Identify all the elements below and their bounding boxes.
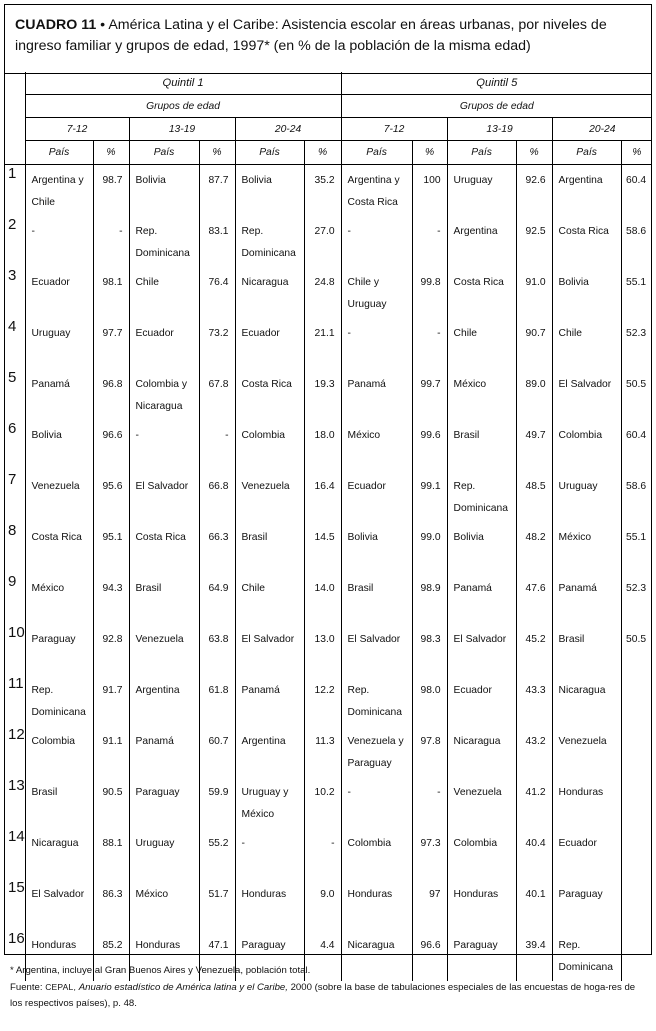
country-cell: Costa Rica bbox=[552, 216, 621, 267]
percent-cell: 55.1 bbox=[621, 267, 652, 318]
percent-cell: 41.2 bbox=[516, 777, 552, 828]
percent-cell: 96.8 bbox=[93, 369, 129, 420]
country-cell: Costa Rica bbox=[447, 267, 516, 318]
country-cell: Uruguay bbox=[129, 828, 199, 879]
country-cell: Colombia bbox=[341, 828, 412, 879]
percent-cell: 64.9 bbox=[199, 573, 235, 624]
country-cell: - bbox=[341, 318, 412, 369]
country-cell: Panamá bbox=[341, 369, 412, 420]
country-cell: Rep. Dominicana bbox=[341, 675, 412, 726]
percent-cell bbox=[621, 726, 652, 777]
percent-cell: 52.3 bbox=[621, 573, 652, 624]
country-cell: México bbox=[447, 369, 516, 420]
table-row bbox=[4, 828, 652, 879]
rank-number: 11 bbox=[8, 675, 24, 692]
percent-cell: 91.7 bbox=[93, 675, 129, 726]
percent-cell: 50.5 bbox=[621, 369, 652, 420]
country-cell: Rep. Dominicana bbox=[552, 930, 621, 981]
country-cell: Panamá bbox=[235, 675, 304, 726]
column-header-pct: % bbox=[304, 141, 341, 165]
percent-cell: 60.4 bbox=[621, 165, 652, 217]
table-row bbox=[4, 369, 652, 420]
percent-cell: 98.7 bbox=[93, 165, 129, 217]
country-cell: Honduras bbox=[25, 930, 93, 981]
column-header-pct: % bbox=[412, 141, 447, 165]
percent-cell: 40.4 bbox=[516, 828, 552, 879]
percent-cell: - bbox=[412, 777, 447, 828]
table-row bbox=[4, 522, 652, 573]
percent-cell: 96.6 bbox=[93, 420, 129, 471]
percent-cell: 98.0 bbox=[412, 675, 447, 726]
percent-cell: - bbox=[412, 318, 447, 369]
rank-number: 5 bbox=[8, 369, 17, 386]
percent-cell: 14.0 bbox=[304, 573, 341, 624]
table-title bbox=[15, 15, 645, 57]
table-row bbox=[4, 165, 652, 217]
country-cell: - bbox=[25, 216, 93, 267]
percent-cell: 27.0 bbox=[304, 216, 341, 267]
rank-number: 13 bbox=[8, 777, 25, 794]
country-cell: Nicaragua bbox=[341, 930, 412, 981]
country-cell: Colombia bbox=[25, 726, 93, 777]
column-header-pais: País bbox=[235, 141, 304, 165]
country-cell: El Salvador bbox=[129, 471, 199, 522]
percent-cell: 90.7 bbox=[516, 318, 552, 369]
percent-cell: 45.2 bbox=[516, 624, 552, 675]
country-cell: Venezuela y Paraguay bbox=[341, 726, 412, 777]
percent-cell: 100 bbox=[412, 165, 447, 217]
country-cell: México bbox=[129, 879, 199, 930]
country-cell: Colombia y Nicaragua bbox=[129, 369, 199, 420]
header-grupos-q1: Grupos de edad bbox=[25, 95, 341, 118]
rank-number: 1 bbox=[8, 165, 17, 182]
country-cell: Venezuela bbox=[25, 471, 93, 522]
percent-cell: - bbox=[199, 420, 235, 471]
percent-cell: 24.8 bbox=[304, 267, 341, 318]
percent-cell: 99.0 bbox=[412, 522, 447, 573]
percent-cell: 66.8 bbox=[199, 471, 235, 522]
rank-number: 7 bbox=[8, 471, 17, 488]
percent-cell: 97 bbox=[412, 879, 447, 930]
percent-cell: 43.3 bbox=[516, 675, 552, 726]
country-cell: Bolivia bbox=[235, 165, 304, 217]
percent-cell bbox=[621, 828, 652, 879]
country-cell: Colombia bbox=[235, 420, 304, 471]
country-cell: Argentina bbox=[552, 165, 621, 217]
country-cell: Ecuador bbox=[235, 318, 304, 369]
column-header-pct: % bbox=[199, 141, 235, 165]
rank-number: 2 bbox=[8, 216, 17, 233]
percent-cell: 18.0 bbox=[304, 420, 341, 471]
percent-cell: 67.8 bbox=[199, 369, 235, 420]
percent-cell: 98.3 bbox=[412, 624, 447, 675]
percent-cell: - bbox=[304, 828, 341, 879]
footnote-source bbox=[10, 979, 650, 1012]
percent-cell: 51.7 bbox=[199, 879, 235, 930]
source-rest: 2000 (sobre la base de tabulaciones especiales de las encuestas de hoga-res de los respectivos países), p. 48. bbox=[10, 982, 636, 1009]
rank-number: 9 bbox=[8, 573, 17, 590]
percent-cell bbox=[621, 675, 652, 726]
percent-cell: - bbox=[93, 216, 129, 267]
table-number: CUADRO 11 bbox=[15, 17, 97, 33]
age-group-header: 20-24 bbox=[552, 118, 652, 141]
corner-cell bbox=[4, 72, 25, 95]
percent-cell: 91.1 bbox=[93, 726, 129, 777]
percent-cell: 99.1 bbox=[412, 471, 447, 522]
percent-cell: 99.6 bbox=[412, 420, 447, 471]
country-cell: Paraguay bbox=[129, 777, 199, 828]
percent-cell: 88.1 bbox=[93, 828, 129, 879]
percent-cell: 98.9 bbox=[412, 573, 447, 624]
percent-cell: 47.6 bbox=[516, 573, 552, 624]
column-header-pct: % bbox=[516, 141, 552, 165]
source-org: CEPAL, bbox=[45, 982, 77, 992]
percent-cell: 66.3 bbox=[199, 522, 235, 573]
percent-cell: 58.6 bbox=[621, 471, 652, 522]
country-cell: Argentina y Costa Rica bbox=[341, 165, 412, 217]
header-grupos-q5: Grupos de edad bbox=[341, 95, 652, 118]
percent-cell: 58.6 bbox=[621, 216, 652, 267]
country-cell: Venezuela bbox=[235, 471, 304, 522]
percent-cell: 92.5 bbox=[516, 216, 552, 267]
country-cell: Brasil bbox=[552, 624, 621, 675]
percent-cell: 99.8 bbox=[412, 267, 447, 318]
country-cell: Honduras bbox=[447, 879, 516, 930]
country-cell: Bolivia bbox=[341, 522, 412, 573]
country-cell: - bbox=[341, 216, 412, 267]
percent-cell: 14.5 bbox=[304, 522, 341, 573]
country-cell: Chile bbox=[447, 318, 516, 369]
percent-cell: 95.1 bbox=[93, 522, 129, 573]
table-row bbox=[4, 573, 652, 624]
country-cell: Ecuador bbox=[129, 318, 199, 369]
percent-cell: 97.7 bbox=[93, 318, 129, 369]
percent-cell: 12.2 bbox=[304, 675, 341, 726]
country-cell: Rep. Dominicana bbox=[25, 675, 93, 726]
source-label: Fuente: bbox=[10, 982, 43, 993]
country-cell: Ecuador bbox=[447, 675, 516, 726]
percent-cell: 50.5 bbox=[621, 624, 652, 675]
country-cell: Chile bbox=[235, 573, 304, 624]
country-cell: Uruguay bbox=[25, 318, 93, 369]
country-cell: Brasil bbox=[129, 573, 199, 624]
country-cell: Chile bbox=[552, 318, 621, 369]
percent-cell: 19.3 bbox=[304, 369, 341, 420]
table-row bbox=[4, 675, 652, 726]
percent-cell: 91.0 bbox=[516, 267, 552, 318]
country-cell: - bbox=[129, 420, 199, 471]
attendance-table bbox=[4, 72, 652, 981]
percent-cell: 92.8 bbox=[93, 624, 129, 675]
country-cell: Brasil bbox=[25, 777, 93, 828]
percent-cell: 35.2 bbox=[304, 165, 341, 217]
country-cell: Honduras bbox=[235, 879, 304, 930]
country-cell: Costa Rica bbox=[129, 522, 199, 573]
percent-cell: 13.0 bbox=[304, 624, 341, 675]
table-row bbox=[4, 624, 652, 675]
column-header-pais: País bbox=[341, 141, 412, 165]
country-cell: El Salvador bbox=[25, 879, 93, 930]
country-cell: Panamá bbox=[25, 369, 93, 420]
country-cell: Bolivia bbox=[552, 267, 621, 318]
country-cell: Rep. Dominicana bbox=[447, 471, 516, 522]
percent-cell: 92.6 bbox=[516, 165, 552, 217]
column-header-pais: País bbox=[129, 141, 199, 165]
country-cell: Nicaragua bbox=[25, 828, 93, 879]
country-cell: Paraguay bbox=[552, 879, 621, 930]
percent-cell: 60.4 bbox=[621, 420, 652, 471]
title-text: América Latina y el Caribe: Asistencia escolar en áreas urbanas, por niveles de ingreso familiar y grupos de edad, 1997* (en % de la población de la misma edad) bbox=[15, 17, 607, 54]
country-cell: Venezuela bbox=[447, 777, 516, 828]
age-group-header: 13-19 bbox=[129, 118, 235, 141]
percent-cell: 85.2 bbox=[93, 930, 129, 981]
country-cell: Panamá bbox=[129, 726, 199, 777]
country-cell: El Salvador bbox=[341, 624, 412, 675]
header-quintil-5: Quintil 5 bbox=[341, 72, 652, 95]
percent-cell: 61.8 bbox=[199, 675, 235, 726]
rank-number: 4 bbox=[8, 318, 17, 335]
percent-cell: - bbox=[412, 216, 447, 267]
rank-number: 14 bbox=[8, 828, 25, 845]
country-cell: Bolivia bbox=[25, 420, 93, 471]
percent-cell: 60.7 bbox=[199, 726, 235, 777]
table-row bbox=[4, 420, 652, 471]
country-cell: México bbox=[25, 573, 93, 624]
country-cell: - bbox=[235, 828, 304, 879]
country-cell: Honduras bbox=[129, 930, 199, 981]
table-row bbox=[4, 471, 652, 522]
percent-cell bbox=[621, 777, 652, 828]
rank-number: 6 bbox=[8, 420, 17, 437]
table-row bbox=[4, 879, 652, 930]
country-cell: Panamá bbox=[552, 573, 621, 624]
country-cell: Honduras bbox=[341, 879, 412, 930]
percent-cell: 90.5 bbox=[93, 777, 129, 828]
country-cell: Ecuador bbox=[341, 471, 412, 522]
age-group-header: 13-19 bbox=[447, 118, 552, 141]
column-header-pais: País bbox=[552, 141, 621, 165]
country-cell: Uruguay bbox=[447, 165, 516, 217]
country-cell: Argentina bbox=[447, 216, 516, 267]
country-cell: Costa Rica bbox=[25, 522, 93, 573]
percent-cell: 95.6 bbox=[93, 471, 129, 522]
country-cell: Colombia bbox=[552, 420, 621, 471]
country-cell: México bbox=[552, 522, 621, 573]
country-cell: Brasil bbox=[235, 522, 304, 573]
percent-cell: 87.7 bbox=[199, 165, 235, 217]
column-header-pais: País bbox=[25, 141, 93, 165]
rank-number: 15 bbox=[8, 879, 25, 896]
percent-cell: 11.3 bbox=[304, 726, 341, 777]
table-row bbox=[4, 726, 652, 777]
country-cell: Nicaragua bbox=[552, 675, 621, 726]
country-cell: Venezuela bbox=[552, 726, 621, 777]
table-row bbox=[4, 267, 652, 318]
rank-number: 3 bbox=[8, 267, 17, 284]
percent-cell: 55.2 bbox=[199, 828, 235, 879]
percent-cell: 73.2 bbox=[199, 318, 235, 369]
percent-cell: 4.4 bbox=[304, 930, 341, 981]
country-cell: Ecuador bbox=[552, 828, 621, 879]
percent-cell: 10.2 bbox=[304, 777, 341, 828]
percent-cell: 21.1 bbox=[304, 318, 341, 369]
percent-cell: 83.1 bbox=[199, 216, 235, 267]
country-cell: Panamá bbox=[447, 573, 516, 624]
country-cell: Bolivia bbox=[447, 522, 516, 573]
country-cell: Bolivia bbox=[129, 165, 199, 217]
rank-number: 16 bbox=[8, 930, 25, 947]
country-cell: Honduras bbox=[552, 777, 621, 828]
column-header-pais: País bbox=[447, 141, 516, 165]
percent-cell: 63.8 bbox=[199, 624, 235, 675]
table-row bbox=[4, 318, 652, 369]
percent-cell: 16.4 bbox=[304, 471, 341, 522]
percent-cell: 97.8 bbox=[412, 726, 447, 777]
country-cell: Brasil bbox=[447, 420, 516, 471]
percent-cell: 86.3 bbox=[93, 879, 129, 930]
country-cell: - bbox=[341, 777, 412, 828]
percent-cell: 9.0 bbox=[304, 879, 341, 930]
country-cell: Colombia bbox=[447, 828, 516, 879]
country-cell: El Salvador bbox=[552, 369, 621, 420]
percent-cell: 97.3 bbox=[412, 828, 447, 879]
column-header-pct: % bbox=[93, 141, 129, 165]
country-cell: Nicaragua bbox=[447, 726, 516, 777]
header-quintil-1: Quintil 1 bbox=[25, 72, 341, 95]
country-cell: Rep. Dominicana bbox=[235, 216, 304, 267]
table-row bbox=[4, 216, 652, 267]
country-cell: Argentina y Chile bbox=[25, 165, 93, 217]
country-cell: Argentina bbox=[235, 726, 304, 777]
country-cell: Chile bbox=[129, 267, 199, 318]
percent-cell: 40.1 bbox=[516, 879, 552, 930]
age-group-header: 7-12 bbox=[341, 118, 447, 141]
country-cell: El Salvador bbox=[235, 624, 304, 675]
table-row bbox=[4, 777, 652, 828]
country-cell: Paraguay bbox=[25, 624, 93, 675]
country-cell: Paraguay bbox=[447, 930, 516, 981]
percent-cell: 49.7 bbox=[516, 420, 552, 471]
footnote-note: * Argentina, incluye al Gran Buenos Aires y Venezuela, población total. bbox=[10, 965, 311, 976]
percent-cell: 43.2 bbox=[516, 726, 552, 777]
percent-cell: 94.3 bbox=[93, 573, 129, 624]
age-group-header: 20-24 bbox=[235, 118, 341, 141]
percent-cell: 89.0 bbox=[516, 369, 552, 420]
percent-cell: 55.1 bbox=[621, 522, 652, 573]
country-cell: Rep. Dominicana bbox=[129, 216, 199, 267]
title-bullet: • bbox=[100, 17, 106, 33]
rank-number: 8 bbox=[8, 522, 17, 539]
footnotes bbox=[10, 963, 650, 1012]
country-cell: Paraguay bbox=[235, 930, 304, 981]
percent-cell bbox=[621, 879, 652, 930]
country-cell: Uruguay bbox=[552, 471, 621, 522]
country-cell: Ecuador bbox=[25, 267, 93, 318]
rank-number: 12 bbox=[8, 726, 25, 743]
country-cell: México bbox=[341, 420, 412, 471]
country-cell: Nicaragua bbox=[235, 267, 304, 318]
country-cell: Brasil bbox=[341, 573, 412, 624]
country-cell: Uruguay y México bbox=[235, 777, 304, 828]
country-cell: Costa Rica bbox=[235, 369, 304, 420]
country-cell: Venezuela bbox=[129, 624, 199, 675]
percent-cell: 96.6 bbox=[412, 930, 447, 981]
percent-cell: 52.3 bbox=[621, 318, 652, 369]
percent-cell: 99.7 bbox=[412, 369, 447, 420]
percent-cell: 59.9 bbox=[199, 777, 235, 828]
percent-cell: 76.4 bbox=[199, 267, 235, 318]
rank-number: 10 bbox=[8, 624, 25, 641]
percent-cell: 48.5 bbox=[516, 471, 552, 522]
table-body bbox=[4, 165, 652, 982]
percent-cell: 39.4 bbox=[516, 930, 552, 981]
country-cell: Chile y Uruguay bbox=[341, 267, 412, 318]
source-title: Anuario estadístico de América latina y el Caribe, bbox=[78, 982, 288, 993]
country-cell: Argentina bbox=[129, 675, 199, 726]
country-cell: El Salvador bbox=[447, 624, 516, 675]
column-header-pct: % bbox=[621, 141, 652, 165]
percent-cell: 98.1 bbox=[93, 267, 129, 318]
percent-cell: 48.2 bbox=[516, 522, 552, 573]
age-group-header: 7-12 bbox=[25, 118, 129, 141]
percent-cell: 47.1 bbox=[199, 930, 235, 981]
